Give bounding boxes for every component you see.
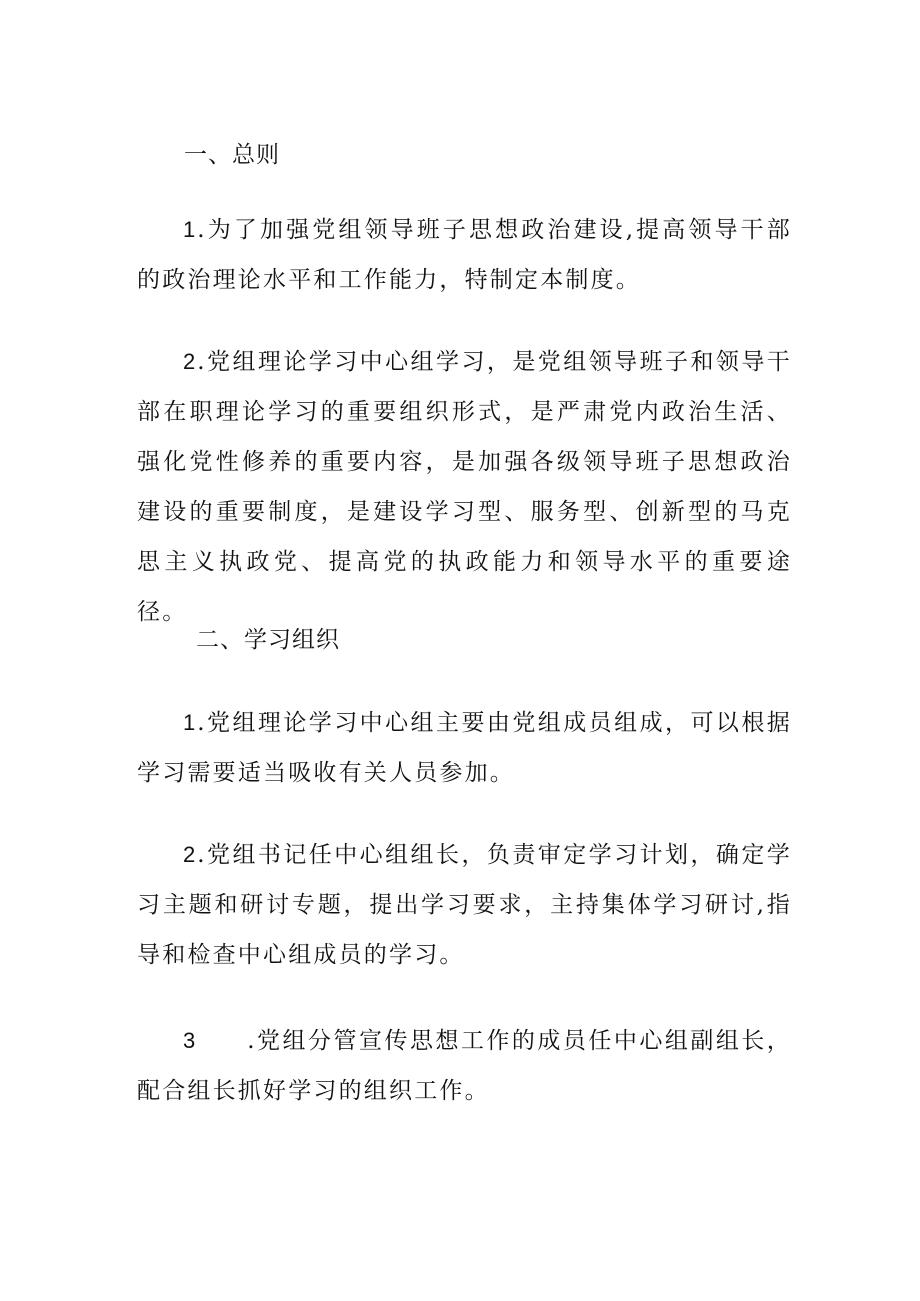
paragraph-text: .党组分管宣传思想工作的成员任中心组副组长，配合组长抓好学习的组织工作。 (137, 1028, 792, 1104)
paragraph-text: .党组理论学习中心组主要由党组成员组成，可以根据学习需要适当吸收有关人员参加。 (137, 710, 792, 786)
paragraph-number: 3 (183, 1028, 196, 1053)
paragraph-text: .党组理论学习中心组学习，是党组领导班子和领导干部在职理论学习的重要组织形式，是严肃党内政治生活、强化党性修养的重要内容，是加强各级领导班子思想政治建设的重要制度，是建设学习型、服务型、创新型的马克思主义执政党、提高党的执政能力和领导水平的重要途径。 (137, 349, 792, 625)
paragraph (137, 337, 792, 637)
paragraph-number: 1 (183, 710, 196, 735)
paragraph (137, 205, 792, 305)
paragraph-text: .党组书记任中心组组长，负责审定学习计划，确定学习主题和研讨专题，提出学习要求，主持集体学习研讨,指导和检查中心组成员的学习。 (137, 842, 792, 968)
paragraph-number: 2 (183, 349, 196, 374)
paragraph (137, 830, 792, 980)
paragraph-number: 2 (183, 842, 196, 867)
paragraph (137, 1016, 792, 1116)
paragraph (137, 698, 792, 798)
section-heading-study-organization: 二、学习组织 (196, 627, 340, 653)
paragraph-number: 1 (183, 217, 196, 242)
section-heading-general: 一、总则 (184, 142, 280, 168)
paragraph-text: .为了加强党组领导班子思想政治建设,提高领导干部的政治理论水平和工作能力，特制定本制度。 (137, 217, 792, 293)
